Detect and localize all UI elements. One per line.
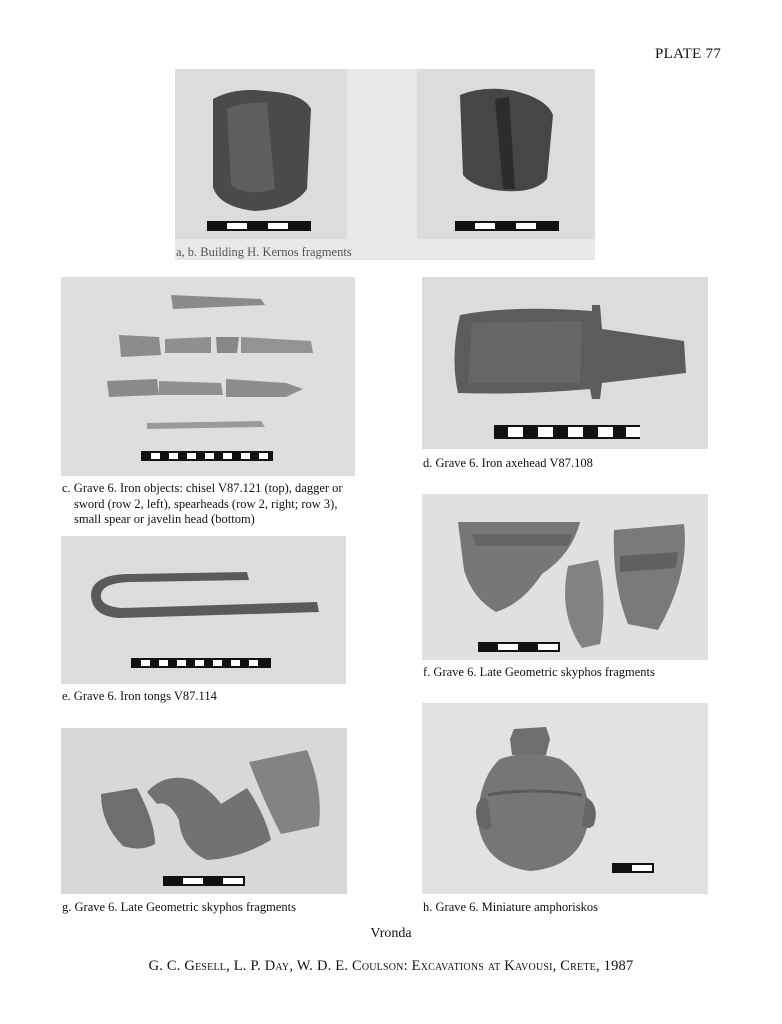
caption-h: h. Grave 6. Miniature amphoriskos — [423, 900, 598, 914]
caption-c: c. Grave 6. Iron objects: chisel V87.121 (top), dagger or sword (row 2, left), spearheads (row 2, right; row 3), small spear or javelin head (bottom) — [62, 481, 343, 526]
caption-f: f. Grave 6. Late Geometric skyphos fragments — [423, 665, 655, 679]
scale-bar — [131, 658, 271, 668]
photo-skyphos-fragments-f — [422, 494, 708, 660]
caption-d: d. Grave 6. Iron axehead V87.108 — [423, 456, 593, 470]
photo-iron-objects — [61, 277, 355, 476]
caption-g: g. Grave 6. Late Geometric skyphos fragments — [62, 900, 296, 914]
photo-kernos-fragments — [175, 69, 595, 260]
publication-credit: G. C. Gesell, L. P. Day, W. D. E. Coulson: Excavations at Kavousi, Crete, 1987 — [148, 958, 634, 974]
photo-iron-tongs — [61, 536, 346, 684]
photo-amphoriskos — [422, 703, 708, 894]
site-name: Vronda — [370, 926, 412, 941]
scale-bar — [494, 425, 640, 439]
caption-e: e. Grave 6. Iron tongs V87.114 — [62, 689, 217, 703]
caption-a-b: a, b. Building H. Kernos fragments — [176, 245, 352, 259]
scale-bar — [612, 863, 654, 873]
scale-bar — [207, 221, 559, 231]
photo-skyphos-fragments-g — [61, 728, 347, 894]
photo-iron-axehead — [422, 277, 708, 449]
plate-number: PLATE 77 — [655, 46, 722, 62]
scale-bar — [163, 876, 245, 886]
scale-bar — [478, 642, 560, 652]
scale-bar — [141, 451, 273, 461]
